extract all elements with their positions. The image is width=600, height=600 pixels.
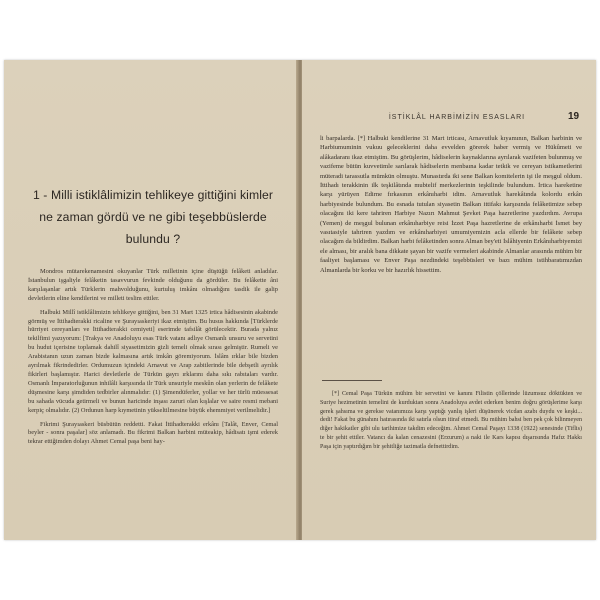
running-head: İSTİKLÂL HARBİMİZİN ESASLARI — [388, 114, 526, 121]
paragraph: Fikrimi Şurayıaskeri büsbütün reddetti. Fakat İttihadterakki erkânı [Talât, Enver, Cemal beyler - sonra paşalar] söz anlamadı. Bu fikrimi Balkan harbini müteakip, hâdisatı işmi ederek tekrar ettiğimden dolayı Ahmet Cemal paşa beni hay- — [28, 420, 278, 446]
footnote-text: [*] Cemal Paşa Türkün mühim bir servetini ve kanını Filistin çöllerinde lüzumsuz döktükten ve Suriye hezimetinin temelini de kurduktan sonra Anadoluya avdet ederken benim doğru görüşlerime karşı gerek şahsıma ve gerekse vatanımıza karşı yaptığı yanlış işleri düşünerek vicdan azabı duydu ve keşki... dedi! Fakat bu günahını hatırasında iki satırla olsun itiraf etmedi. Bu mühim bahsi ben pek çok bilinmeyen diğer hakikatler gibi ulu tarihimize takdim edeceğim. Ahmet Cemal Paşayı 1338 (1922) senesinde (Tiflis) te bir şehit ettiler. Vatancı da kalan cenazesini (Erzurum) a naki ile Kars kapısı dışarısında Hafız Hakkı Paşa için yaptırdığım bir şehitliğe tazimatla defnettirdim. — [320, 391, 582, 450]
paragraph: li barpalarda. [*] Halbuki kendilerine 31 Mart irticası, Arnavutluk kıyamının, Balkan harbinin ve Harbiumuminin vukuu geleceklerini daha evvelden görerek haber vermiş ve Hükûmeti ve alâkadaranı ikaz etmiştim. Bu görüşlerim, hâdiselerin kaynaklarına ayrılarak vazifeten bulunmuş ve vazifeme bütün kuvvetimle sarılarak hâdiselerin menbaına kadar tetkik ve cereyan istikametlerini müteradi tarassutla mümkün olmuştu. Munastırda iki sene Balkan komitelerin işi ile meşgul oldum. İttihadı terakkinin ilk teşkilâtında mubtelif merkezlerinin teşkilinde bulundum. İrtica hareketine karşı yürüyen Edirne fırkasının erkânıharbi idim. Arnavutluk harekâtında kolordu erkân harbiyesinde bulundum. Bu esnada tutulan siyasetin Balkan ittifakı karşısında felâketimize sebep olacağını iki kere tahriren Harbiye Nazırı Mahmut Şevket Paşa hazretlerine yazdırdım. Avrupa (Yemen) de meşgul bulunan erkânıharbiye reisi İzzet Paşa hazretlerine de erkânıharbi İsmet bey vasıtasiyle tahriren yazdım ve erkânıharbiyei umumiyemizin acla ellerde bir felâkete sebep olacağım da bildirdim. Balkan harbi felâketinden sonra Alman bey'eti İslâhiyenin Erkânıharbiyemizi ele alması, bir aralık bana dikkate şayan bir vazife vermeleri akabinde Almanlar arasında mühim bir faaliyet başlaması ve Enver Paşa nezdindeki teşebbüsleri ve bazı mühim istihbaratımızdan Almanlarda bir korku ve bir hazırlık hissettim. — [320, 135, 582, 274]
paragraph: Mondros mütarekenamesini okuyanlar Türk milletinin içine düştüğü felâketi anladılar. İstanbulun işgaliyle felâketin tasavvurun fevkinde olduğunu da gördüler. Bu felâkette âni karşılaşanlar artık Türklerin mahvolduğunu, kurtuluş imkânı olmadığını tasdik ile galip devletlerin eline kendilerini ve milleti teslim ettiler. — [28, 268, 278, 302]
right-page-body — [320, 134, 582, 280]
footnote — [320, 390, 582, 452]
open-book — [4, 60, 596, 540]
page-number: 19 — [568, 111, 580, 122]
left-page — [4, 60, 298, 540]
footnote-rule — [322, 380, 382, 381]
chapter-title: 1 - Milli istiklâlimizin tehlikeye gittiğini kimler ne zaman gördü ve ne gibi teşebbüslerde bulundu ? — [32, 188, 274, 246]
left-page-body — [28, 268, 278, 452]
paragraph: Halbuki Millî istiklâlimizin tehlikeye gittiğini, ben 31 Mart 1325 irtica hâdisesinin akabinde görmüş ve İttihadterakki ricaline ve Şurayıaskeriyi ikaz etmiştim. Bu husus hakkında [Türklerde hürriyet cereyanları ve İttihadterakki cemiyeti] eserimde tafsilât görülecektir. Burada yalnız tekilfimi yazıyorum: [Trakya ve Anadoluyu esas Türk vatanı adlıye Osmanlı unsuru ve servetini bu hudut içerisine toplamak dahilî siyasetimizin gizli temeli olmak sırası gelmiştir. Rumeli ve Arabistanın uzun zaman bizde kalmasına artık imkân göremiyorum. İslâm ırklar bile bizden ayrılmak fikrindedirler. Ordumuzun içindeki Arnavut ve Arap zabitlerinde bile debşetli ayrılık fikirleri başlamıştır. Harici devletlerle de Türkün gayrı ırklarını daha sıkı rabıtaları vardır. Osmanlı İmparatorluğunun inhilâli karşısında ilr Türk unsuriyle meskûn olan yerlerin de felâkete düşmesine karşı şimdiden tedbirler alınmalıdır: (1) Şimendüferler, yollar ve her türlü müessesat bu sahada vücuda getirmeli ve bunun haricinde inşası zaruri olan kışlalar ve saire resmi mebani kerpiç olmalıdır. (2) Ordunun harp kıymetinin yükseltilmesine büyük ehemmiyet verilmelidir.] — [28, 308, 278, 414]
right-page — [302, 60, 596, 540]
